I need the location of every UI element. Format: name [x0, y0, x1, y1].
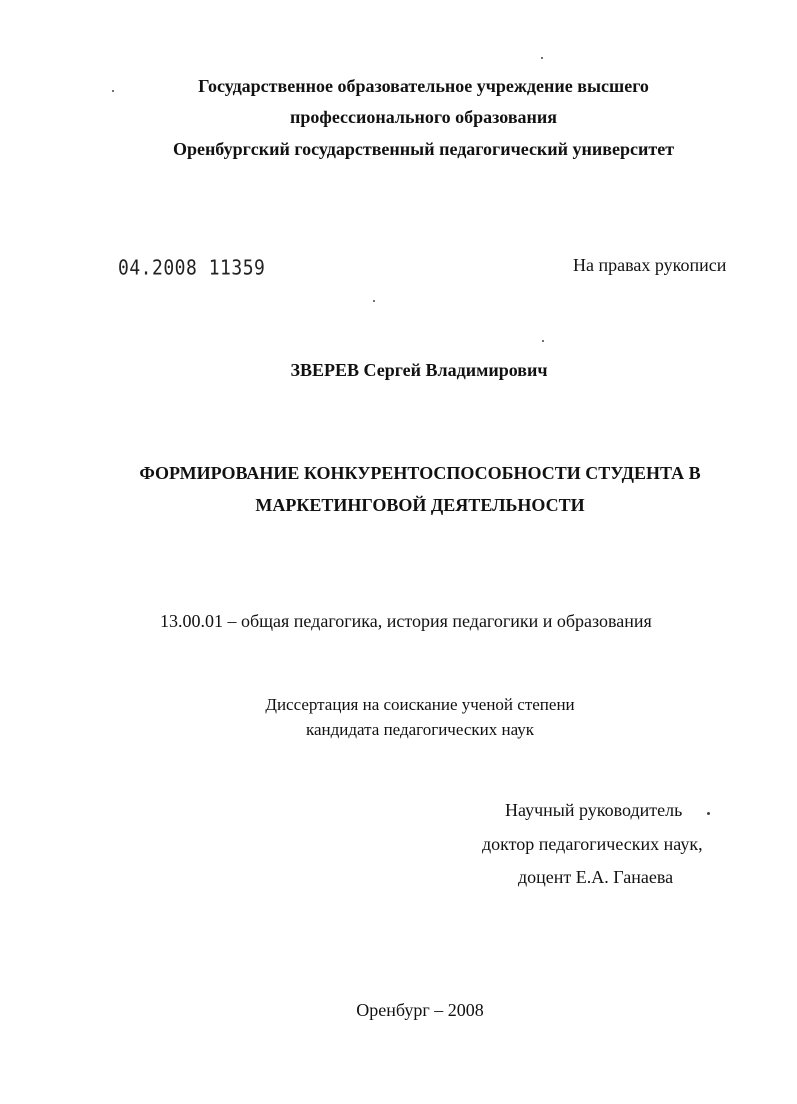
author-name: ЗВЕРЕВ Сергей Владимирович — [290, 360, 548, 380]
scan-speck — [541, 57, 543, 59]
institution-line-3: Оренбургский государственный педагогический университет — [172, 139, 675, 159]
specialty-code: 13.00.01 – общая педагогика, история педагогики и образования — [160, 611, 652, 631]
supervisor-heading: Научный руководитель — [505, 800, 683, 820]
institution-line-1: Государственное образовательное учреждение высшего — [198, 76, 649, 96]
registration-stamp: 04.2008 11359 — [118, 256, 266, 281]
city-year: Оренбург – 2008 — [356, 1000, 484, 1020]
scan-speck — [112, 90, 114, 92]
scan-speck — [707, 812, 710, 815]
manuscript-note: На правах рукописи — [573, 255, 727, 275]
dissertation-title-line-2: МАРКЕТИНГОВОЙ ДЕЯТЕЛЬНОСТИ — [255, 495, 585, 515]
scan-speck — [542, 340, 544, 342]
institution-line-2: профессионального образования — [289, 107, 558, 127]
dissertation-title-line-1: ФОРМИРОВАНИЕ КОНКУРЕНТОСПОСОБНОСТИ СТУДЕНТА В — [139, 463, 701, 483]
supervisor-degree: доктор педагогических наук, — [482, 834, 703, 854]
scan-speck — [373, 300, 375, 302]
degree-line-1: Диссертация на соискание ученой степени — [265, 695, 575, 714]
degree-line-2: кандидата педагогических наук — [305, 720, 535, 739]
supervisor-name: доцент Е.А. Ганаева — [518, 867, 674, 887]
